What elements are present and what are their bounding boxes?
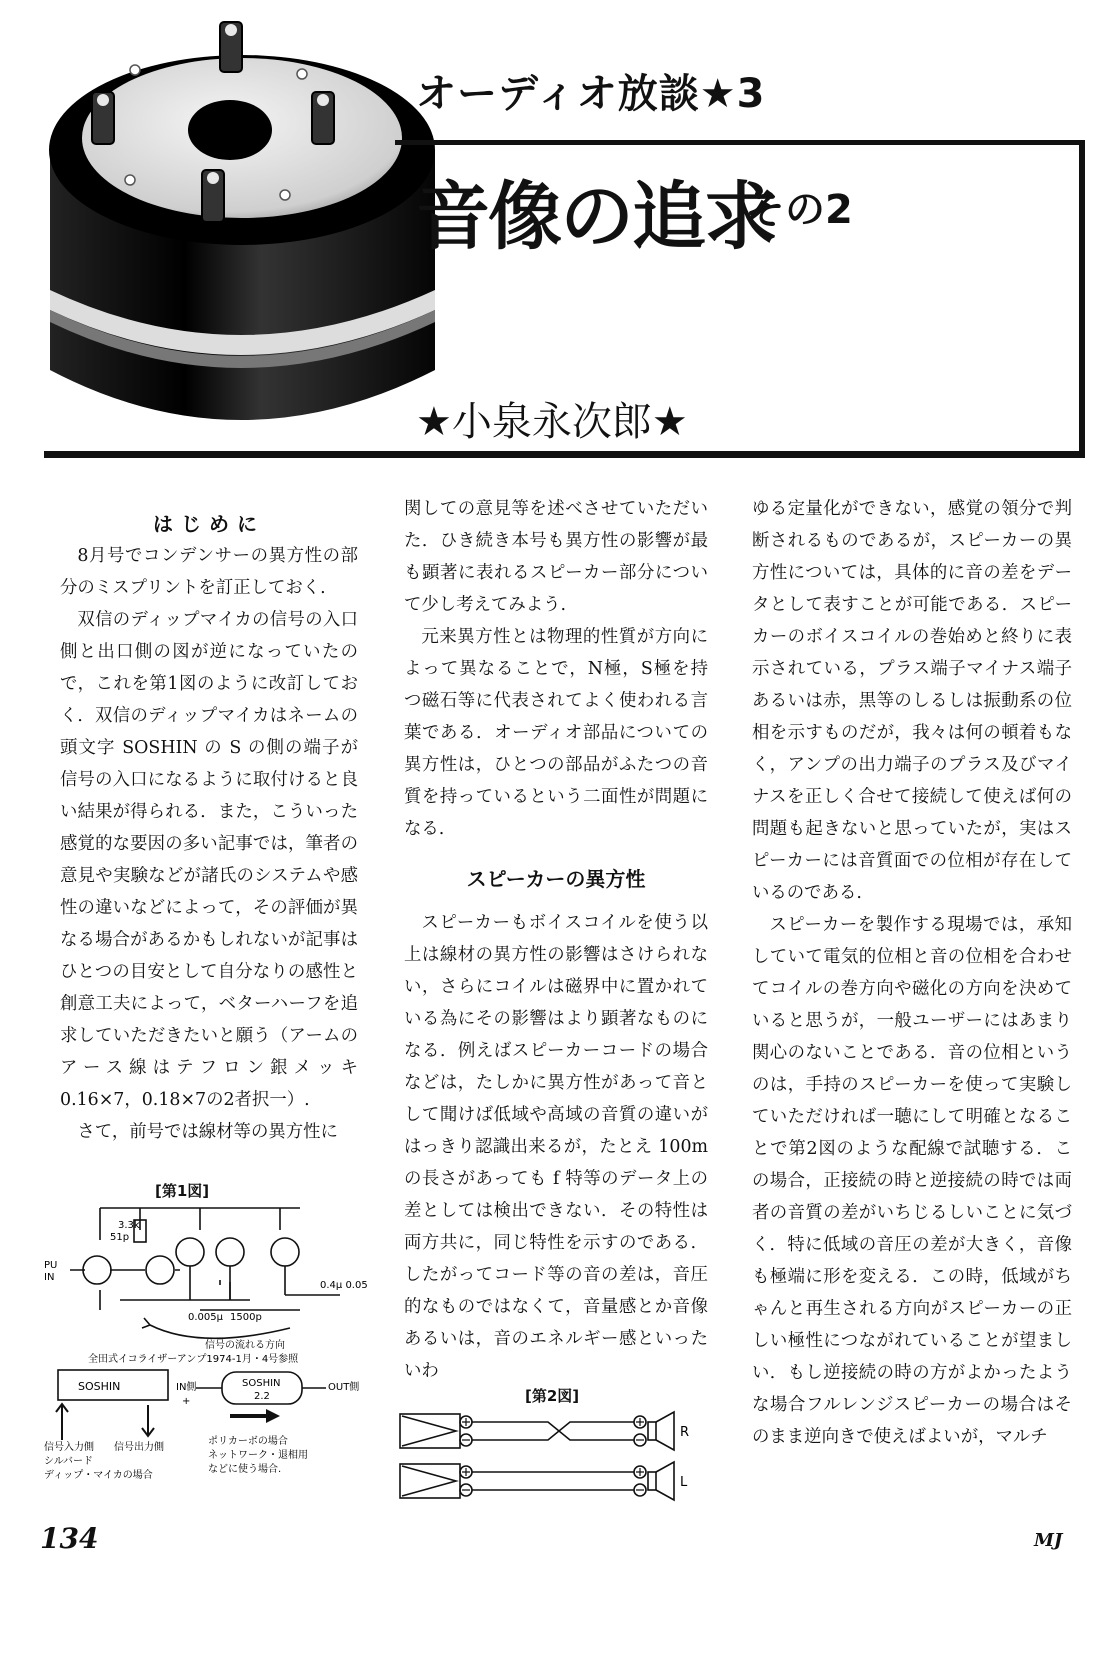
capacitor-value: 1500p	[230, 1312, 262, 1323]
figure-1-caption: [第1図]	[155, 1182, 210, 1200]
figure-2-wiring	[398, 1408, 710, 1510]
article-title: 音像の追求	[416, 174, 776, 260]
paragraph: ゆる定量化ができない，感覚の領分で判断されるものであるが，スピーカーの異方性については，具体的に音の差をデータとして表すことが可能である．スピーカーのボイスコイルの巻始めと終りに表示されている，プラス端子マイナス端子あるいは赤，黒等のしるしは振動系の位相を示すものだが，我々は何の頓着もなく，アンプの出力端子のプラス及びマイナスを正しく合せて接続して使えば何の問題も起きないと思っていたが，実はスピーカーには音質面での位相が存在しているのである.	[752, 499, 1072, 903]
article-subtitle: その2	[745, 187, 853, 233]
in-side-label: IN側	[176, 1382, 197, 1393]
paragraph: 8月号でコンデンサーの異方性の部分のミスプリントを訂正しておく.	[60, 546, 358, 598]
paragraph: スピーカーもボイスコイルを使う以上は線材の異方性の影響はさけられない，さらにコイルは磁界中に置かれている為にその影響はより顕著なものになる．例えばスピーカーコードの場合などは，たしかに異方性があって音として聞けば低域や高域の音質の違いがはっきり認識出来るが，たとえ 100m の長さがあっても f 特等のデータ上の差としては検出できない．その特性は両方共に，同じ特性を示すのである．したがってコード等の音の差は，音圧的なものではなくて，音量感とか音像あるいは，音のエネルギー感といったいわ	[404, 913, 708, 1381]
output-capacitor-value: 0.4μ 0.05	[320, 1280, 368, 1291]
capacitor-value: 0.005μ	[188, 1312, 223, 1323]
paragraph: スピーカーを製作する現場では，承知していて電気的位相と音の位相を合わせてコイルの巻方向や磁化の方向を決めていると思うが，一般ユーザーにはあまり関心のないことである．音の位相というのは，手持のスピーカーを使って実験していただければ一聴にして明確となることで第2図のような配線で試聴する．この場合，正接続の時と逆接続の時では両者の音質の差がいちじるしいことに気づく．特に低域の音圧の差が大きく，音像も極端に形を変える．この時，低域がちゃんと再生される方向がスピーカーの正しい極性につながれていることが望ましい．もし逆接続の時の方がよかったような場合フルレンジスピーカーの場合はそのまま逆向きで使えばよいが，マルチ	[752, 915, 1072, 1447]
paragraph: 元来異方性とは物理的性質が方向によって異なることで，N極，S極を持つ磁石等に代表されてよく使われる言葉である．オーディオ部品についての異方性は，ひとつの部品がふたつの音質を持っているという二面性が問題になる.	[404, 627, 708, 839]
paragraph: 関しての意見等を述べさせていただいた．ひき続き本号も異方性の影響が最も顕著に表れるスピーカー部分について少し考えてみよう.	[404, 499, 708, 615]
note-label: ネットワーク・退相用	[208, 1450, 308, 1461]
channel-r-label: R	[680, 1425, 690, 1440]
capacitor-value: 51p	[110, 1232, 130, 1243]
paragraph: 双信のディップマイカの信号の入口側と出口側の図が逆になっていたので，これを第1図のように改訂しておく．双信のディップマイカはネームの頭文字 SOSHIN の S の側の端子が信号の入口になるように取付けると良い結果が得られる．また，こういった感覚的な要因の多い記事では，筆者の意見や実験などが諸氏のシステムや感性の違いなどによって，その評価が異なる場合があるかもしれないが記事はひとつの目安として自分なりの感性と創意工夫によって，ベターハーフを追求していただきたいと願う（アームのアース線はテフロン銀メッキ0.16×7，0.18×7の2者択一）.	[60, 610, 358, 1110]
section-heading-speaker: スピーカーの異方性	[466, 867, 646, 891]
series-title: オーディオ放談★3	[416, 71, 766, 117]
note-label: ポリカーボの場合	[208, 1436, 288, 1447]
magazine-name: MJ	[1034, 1530, 1063, 1551]
soshin-label: SOSHIN	[78, 1380, 121, 1393]
header-rule	[44, 451, 404, 458]
resistor-value: 3.3k	[118, 1220, 140, 1231]
note-label: などに使う場合.	[208, 1464, 282, 1475]
reference-label: 全田式イコライザーアンプ1974-1月・4号参照	[88, 1354, 299, 1365]
column-3	[752, 493, 1072, 1453]
figure-2-caption: [第2図]	[525, 1387, 580, 1405]
speaker-unit-photo	[40, 10, 440, 460]
input-side-label: 信号入力側	[44, 1442, 94, 1453]
pu-label: PU	[44, 1260, 58, 1271]
note-label: シルバード	[44, 1456, 94, 1467]
column-2	[404, 493, 708, 1387]
paragraph: さて，前号では線材等の異方性に	[77, 1122, 338, 1142]
note-label: ディップ・マイカの場合	[44, 1470, 153, 1481]
section-heading-intro: はじめに	[153, 512, 265, 536]
output-side-label: 信号出力側	[114, 1442, 164, 1453]
in-label: IN	[44, 1272, 55, 1283]
capacitor-value: 2.2	[254, 1391, 270, 1402]
channel-l-label: L	[680, 1475, 688, 1490]
figure-1-circuit	[40, 1200, 370, 1490]
signal-flow-label: 信号の流れる方向	[205, 1340, 285, 1351]
out-side-label: OUT側	[328, 1382, 360, 1393]
plus-label: +	[182, 1396, 191, 1407]
page-number: 134	[40, 1522, 99, 1555]
column-1	[60, 540, 358, 1148]
author-name: ★小泉永次郎★	[416, 399, 688, 445]
soshin-label: SOSHIN	[242, 1378, 281, 1389]
